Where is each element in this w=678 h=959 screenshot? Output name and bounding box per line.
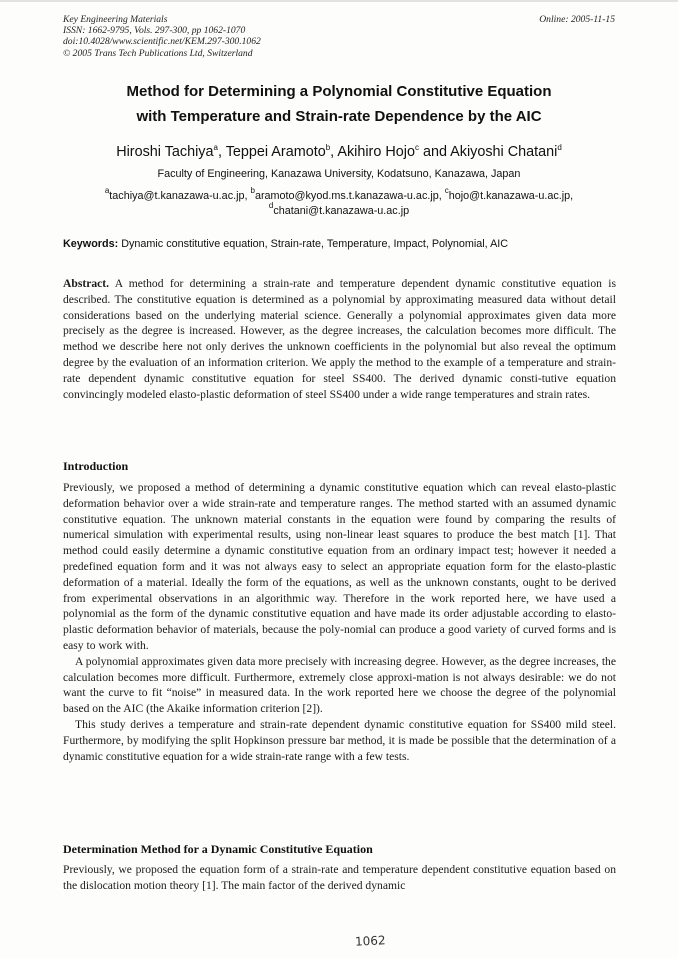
abstract xyxy=(63,276,616,402)
email-mark: c xyxy=(444,186,449,195)
author-emails xyxy=(40,186,638,219)
email-link[interactable]: aramoto@kyod.ms.t.kanazawa-u.ac.jp, xyxy=(254,190,445,202)
author-name: Akihiro Hojo xyxy=(337,144,415,160)
email-link[interactable]: hojo@t.kanazawa-u.ac.jp, xyxy=(448,190,574,202)
email-link[interactable]: tachiya@t.kanazawa-u.ac.jp, xyxy=(109,190,251,202)
author-list xyxy=(40,144,638,160)
affiliation: Faculty of Engineering, Kanazawa University, Kodatsuno, Kanazawa, Japan xyxy=(157,168,521,180)
section-heading-determination: Determination Method for a Dynamic Constitutive Equation xyxy=(63,842,373,856)
introduction-body xyxy=(63,480,616,764)
email-line-1 xyxy=(40,186,638,204)
issn-line: ISSN: 1662-9795, Vols. 297-300, pp 1062-1070 xyxy=(63,25,246,37)
abstract-label: Abstract. xyxy=(63,277,110,290)
author-separator: and xyxy=(418,144,451,160)
keywords-text: Dynamic constitutive equation, Strain-rate, Temperature, Impact, Polynomial, AIC xyxy=(118,238,509,250)
abstract-text: A method for determining a strain-rate and temperature dependent dynamic constitutive equation is described. The constitutive equation is determined as a polynomial by approximating measured data without detail considerations based on the underlying material science. Generally a polynomial approximates given data more precisely as the degree is increased. However, as the degree increases, the calculation becomes more difficult. The method we describe here not only derives the unknown coefficients in the polynomial but also reveal the optimum degree by the evaluation of an information criterion. We apply the method to the example of a temperature and strain-rate dependent dynamic constitutive equation for steel SS400. The derived dynamic consti-tutive equation convincingly modeled elasto-plastic deformation of steel SS400 under a wide range temperatures and strain rates. xyxy=(63,277,616,401)
email-mark: b xyxy=(250,186,255,195)
keywords xyxy=(63,238,623,250)
author-affil-mark: c xyxy=(414,143,419,152)
paper-title-line-1: Method for Determining a Polynomial Constitutive Equation xyxy=(126,83,552,100)
online-date: Online: 2005-11-15 xyxy=(539,14,615,25)
author-separator: , xyxy=(217,144,226,160)
handwritten-page-number: 1062 xyxy=(354,933,386,949)
author-affil-mark: a xyxy=(213,143,218,152)
journal-name: Key Engineering Materials xyxy=(63,14,168,25)
email-line-2 xyxy=(40,201,638,219)
author-affil-mark: b xyxy=(325,143,331,152)
paragraph: This study derives a temperature and strain-rate dependent dynamic constitutive equation for SS400 mild steel. Furthermore, by modifying the split Hopkinson pressure bar method, it is made be possible that the determination of a dynamic constitutive equation for a wide strain-rate range with a few tests. xyxy=(63,717,616,763)
author-separator: , xyxy=(330,144,338,160)
author-name: Akiyoshi Chatani xyxy=(450,144,558,160)
paragraph: A polynomial approximates given data more precisely with increasing degree. However, as the degree increases, the calculation becomes more difficult. Furthermore, extremely close approxi-mation is not always desirable: we do not want the curve to fit “noise” in measured data. In the work reported here we choose the degree of the polynomial based on the AIC (the Akaike information criterion [2]). xyxy=(63,654,616,716)
author-name: Teppei Aramoto xyxy=(225,144,326,160)
top-rule xyxy=(0,0,678,2)
email-mark: d xyxy=(268,201,274,210)
keywords-label: Keywords: xyxy=(63,238,119,250)
paper-title-line-2: with Temperature and Strain-rate Dependence by the AIC xyxy=(136,108,542,125)
email-mark: a xyxy=(104,186,110,195)
author-name: Hiroshi Tachiya xyxy=(116,144,214,160)
author-affil-mark: d xyxy=(557,143,562,152)
section-heading-introduction: Introduction xyxy=(63,459,129,473)
determination-body xyxy=(63,862,616,894)
abstract-paragraph xyxy=(63,276,616,402)
copyright-line: © 2005 Trans Tech Publications Ltd, Switzerland xyxy=(63,47,253,59)
paragraph: Previously, we proposed a method of determining a dynamic constitutive equation which can reveal elasto-plastic deformation behavior over a wide strain-rate and temperature ranges. The method started with an assumed dynamic constitutive equation. The unknown material constants in the equation were found by comparing the results of numerical simulation with experimental results, using non-linear least squares to produce the best match [1]. That method could easily determine a dynamic constitutive equation from an ordinary impact test; however it needed a predefined equation form and it was not always easy to select an appropriate equation form for the elasto-plastic deformation of a material. Ideally the form of the equations, as well as the unknown constants, ought to be derived from experimental observations in an algorithmic way. Therefore in the work reported here, we have used a polynomial as the form of the dynamic constitutive equation and have made its order adjustable according to elasto-plastic deformation behavior of materials, because the poly-nomial can produce a good variety of curved forms and is easy to work with. xyxy=(63,481,616,652)
email-link[interactable]: chatani@t.kanazawa-u.ac.jp xyxy=(273,205,410,217)
paragraph: Previously, we proposed the equation form of a strain-rate and temperature dependent constitutive equation based on the dislocation motion theory [1]. The main factor of the derived dynamic xyxy=(63,863,616,892)
doi-line: doi:10.4028/www.scientific.net/KEM.297-300.1062 xyxy=(63,36,261,48)
journal-header xyxy=(63,14,261,59)
